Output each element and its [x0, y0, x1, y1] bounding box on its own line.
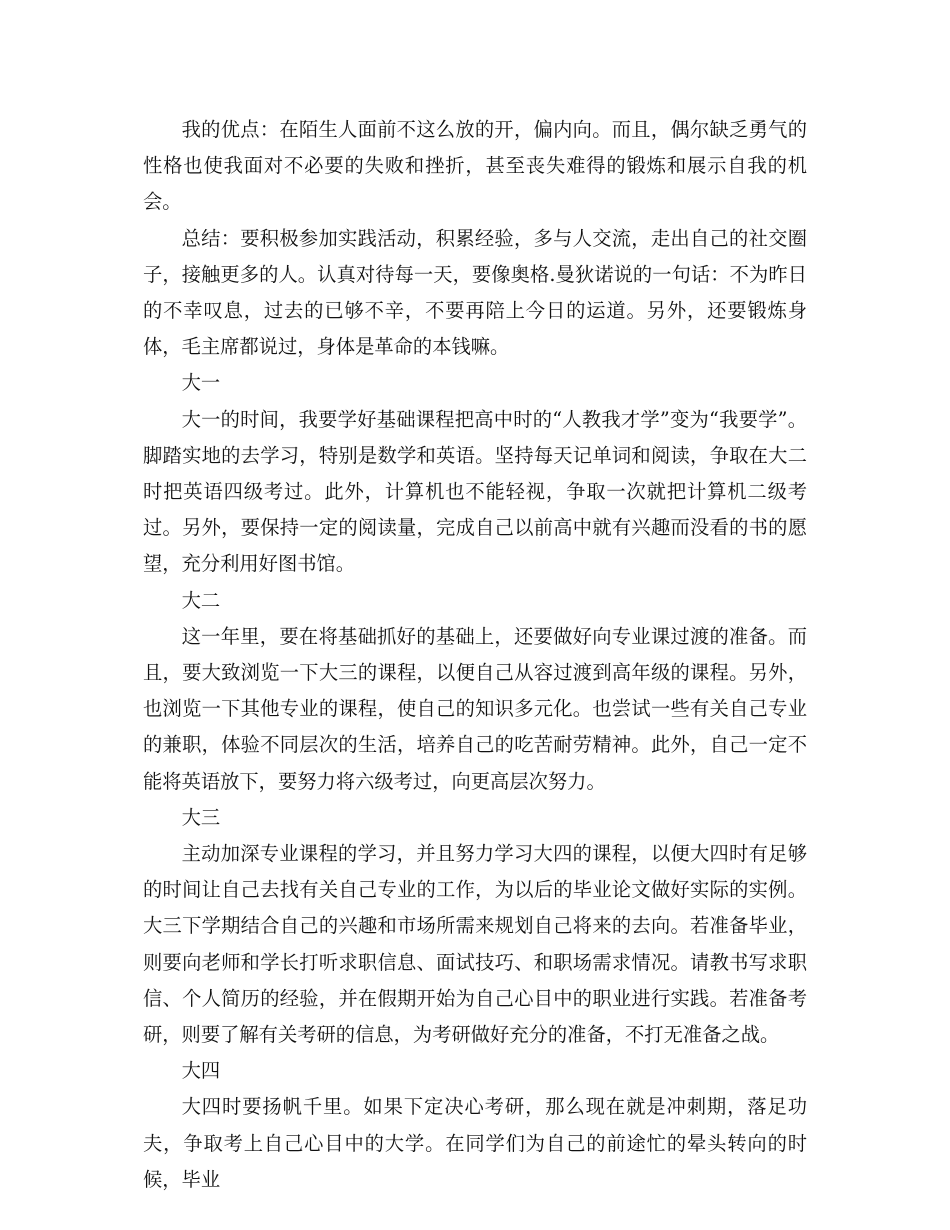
- paragraph-year-two: 这一年里，要在将基础抓好的基础上，还要做好向专业课过渡的准备。而且，要大致浏览一下大三的课程，以便自己从容过渡到高年级的课程。另外，也浏览一下其他专业的课程，使自己的知识多元化。也尝试一些有关自己专业的兼职，体验不同层次的生活，培养自己的吃苦耐劳精神。此外，自己一定不能将英语放下，要努力将六级考过，向更高层次努力。: [143, 624, 807, 793]
- paragraph-year-four: 大四时要扬帆千里。如果下定决心考研，那么现在就是冲刺期，落足功夫，争取考上自己心目中的大学。在同学们为自己的前途忙的晕头转向的时候，毕业: [143, 1095, 807, 1191]
- heading-year-one: 大一: [181, 371, 221, 395]
- heading-year-three: 大三: [181, 805, 221, 829]
- paragraph-strengths: 我的优点：在陌生人面前不这么放的开，偏内向。而且，偶尔缺乏勇气的性格也使我面对不必要的失败和挫折，甚至丧失难得的锻炼和展示自我的机会。: [143, 118, 807, 214]
- document-body: [143, 112, 807, 1198]
- heading-year-two: 大二: [181, 588, 221, 612]
- heading-year-four: 大四: [181, 1059, 221, 1083]
- paragraph-year-one: 大一的时间，我要学好基础课程把高中时的“人教我才学”变为“我要学”。脚踏实地的去学习，特别是数学和英语。坚持每天记单词和阅读，争取在大二时把英语四级考过。此外，计算机也不能轻视，争取一次就把计算机二级考过。另外，要保持一定的阅读量，完成自己以前高中就有兴趣而没看的书的愿望，充分利用好图书馆。: [143, 407, 807, 576]
- paragraph-summary: 总结：要积极参加实践活动，积累经验，多与人交流，走出自己的社交圈子，接触更多的人。认真对待每一天，要像奥格.曼狄诺说的一句话：不为昨日的不幸叹息，过去的已够不辛，不要再陪上今日的运道。另外，还要锻炼身体，毛主席都说过，身体是革命的本钱嘛。: [143, 226, 807, 359]
- paragraph-year-three: 主动加深专业课程的学习，并且努力学习大四的课程，以便大四时有足够的时间让自己去找有关自己专业的工作，为以后的毕业论文做好实际的实例。大三下学期结合自己的兴趣和市场所需来规划自己将来的去向。若准备毕业，则要向老师和学长打听求职信息、面试技巧、和职场需求情况。请教书写求职信、个人简历的经验，并在假期开始为自己心目中的职业进行实践。若准备考研，则要了解有关考研的信息，为考研做好充分的准备，不打无准备之战。: [143, 842, 807, 1047]
